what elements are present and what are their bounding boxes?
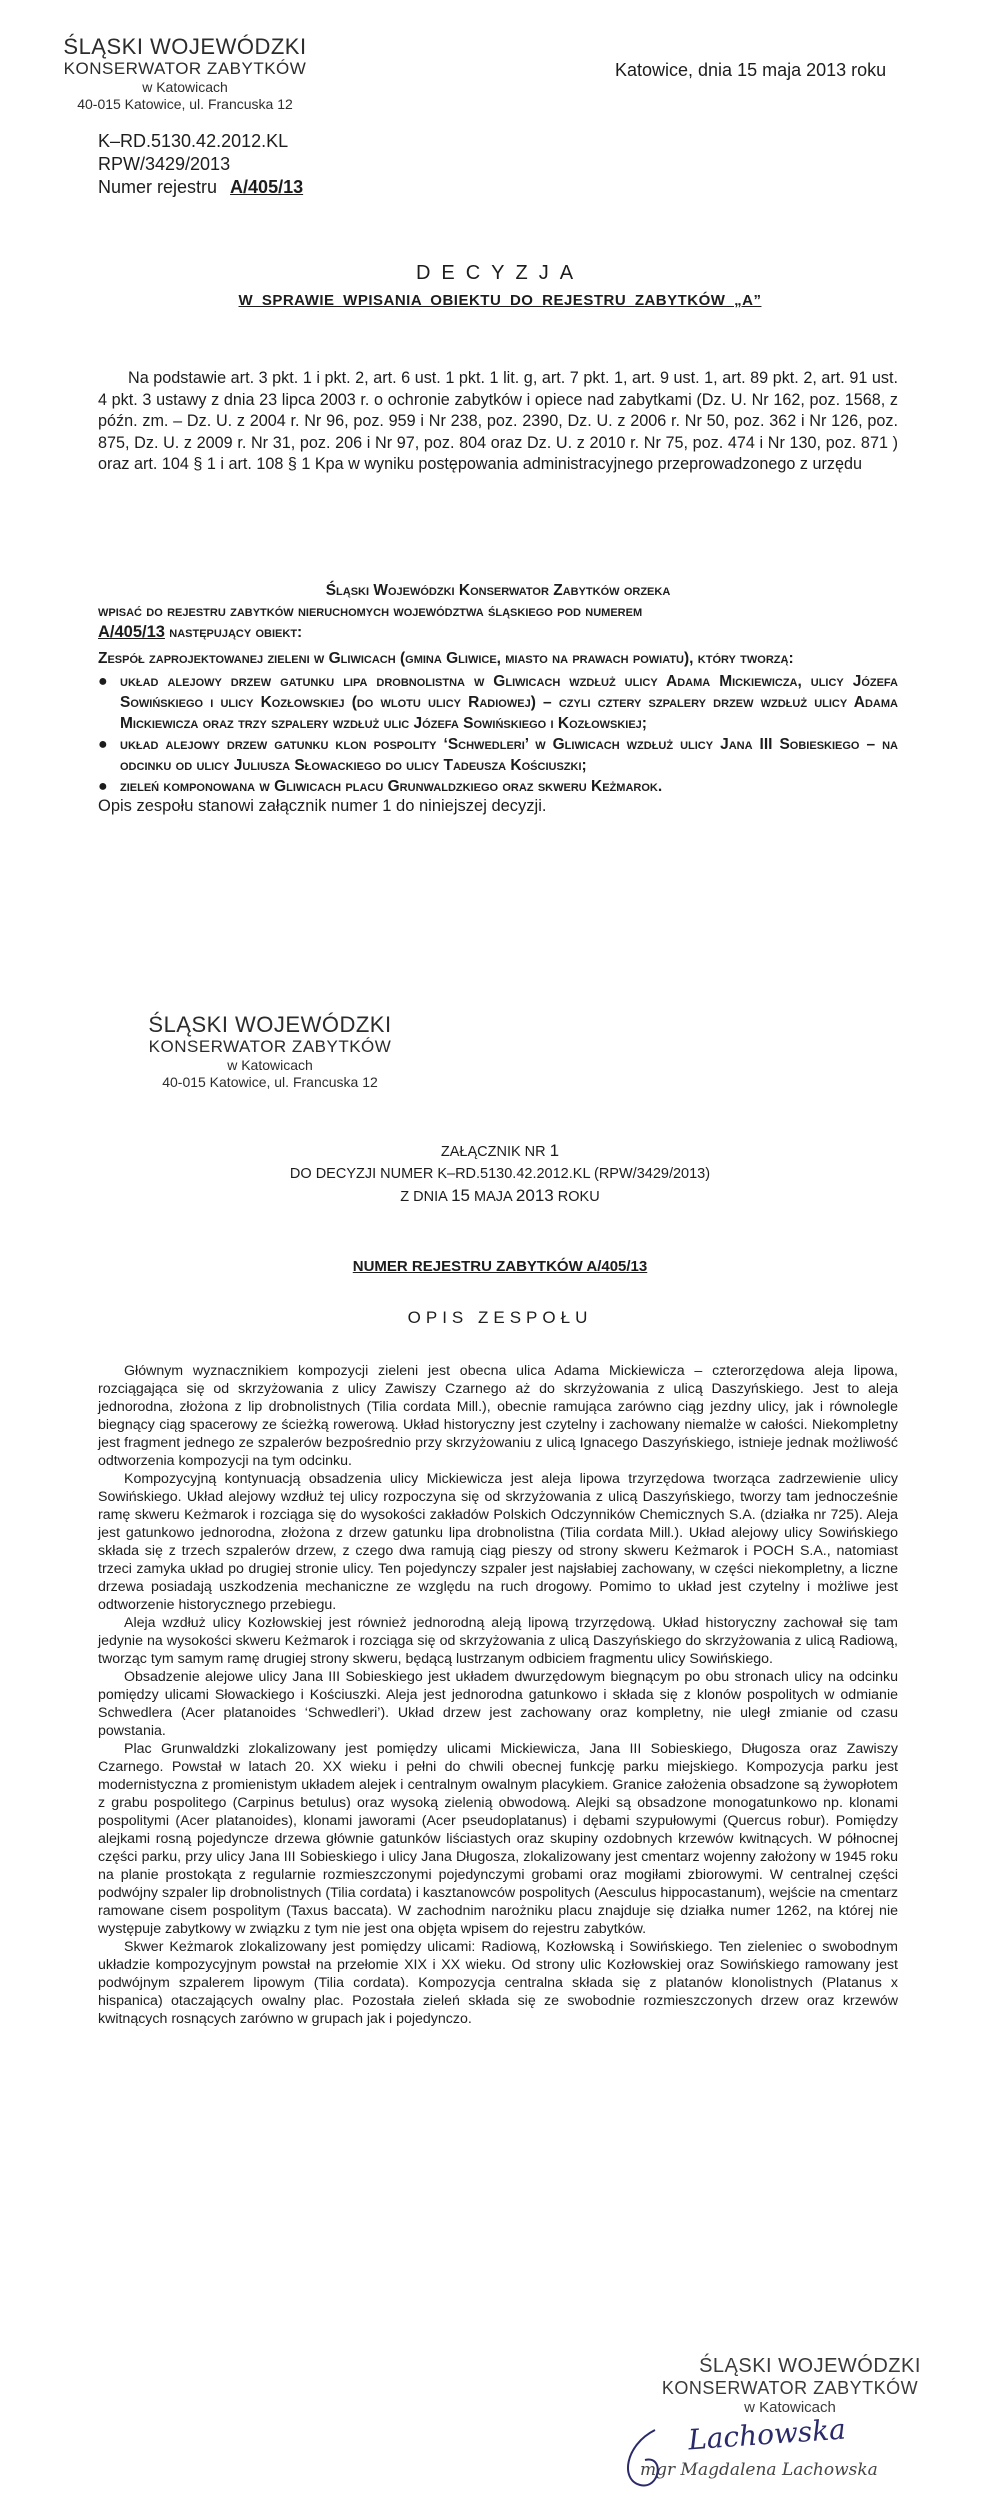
annex-day: 15: [451, 1186, 470, 1205]
annex-line-3: [0, 1185, 1000, 1208]
list-item: [98, 671, 898, 734]
paragraph: Plac Grunwaldzki zlokalizowany jest pomiędzy ulicami Mickiewicza, Jana III Sobieskiego, Długosza oraz Zawiszy Czarnego. Powstał w latach 20. XX wieku i pełni do chwili obecnej funkcję parku miejskiego. Kompozycja parku jest modernistyczna z promienistym układem alejek i centralnym owalnym placykiem. Granice założenia obsadzone są żywopłotem z grabu pospolitego (Carpinus betulus) oraz wysoką zielenią obwodową. Alejki są obsadzone monogatunkowo np. klonami pospolitymi (Acer platanoides), klonami jaworami (Acer pseudoplatanus) i dębami szypułowymi (Quercus robur). Pomiędzy alejkami rosną pojedyncze drzewa głównie gatunków liściastych oraz skupiny ozdobnych krzewów kwitnących. W północnej części parku, przy ulicy Jana III Sobieskiego i ulicy Jana Długosza, zlokalizowany jest cmentarz wojenny założony w 1945 roku na planie prostokąta z regularnie rozmieszczonymi pojedynczymi grobami oraz mogiłami zbiorowymi. W centralnej części podwójny szpaler lip drobnolistnych (Tilia cordata) i kasztanowców pospolitych (Aesculus hippocastanum), wejście na cmentarz ramowane cisem pospolitym (Taxus baccata). W zachodnim narożniku placu znajduje się działka numer 1262, na której nie występuje zabytkowy w związku z tym nie jest ona objęta wpisem do rejestru zabytków.: [98, 1741, 898, 1937]
decision-statement: [98, 580, 898, 643]
paragraph: Aleja wzdłuż ulicy Kozłowskiej jest również jednorodną aleją lipową trzyrzędową. Układ historyczny zachował się tam jedynie na wysokości skweru Keżmarok i rozciąga się od skrzyżowania z ulicą Daszyńskiego do skrzyżowania z ulicą Radiową, tworząc tym samym ramę drugiej strony skweru, będącą lustrzanym odbiciem fragmentu ulicy Sowińskiego.: [98, 1615, 898, 1667]
stamp-line-4: 40-015 Katowice, ul. Francuska 12: [77, 96, 293, 112]
paragraph: Kompozycyjną kontynuacją obsadzenia ulicy Mickiewicza jest aleja lipowa trzyrzędowa tworząca zadrzewienie ulicy Sowińskiego. Układ alejowy wzdłuż tej ulicy rozpoczyna się od skrzyżowania z ulicą Daszyńskiego, tworzy tam jednocześnie ramę skweru Keżmarok i rozciąga się do wysokości zakładów Polskich Odczynników Chemicznych S.A. (działka nr 725). Aleja jest gatunkowo jednorodna, złożona z drzew gatunku lipa drobnolistna (Tilia cordata Mill.). Układ alejowy ulicy Sowińskiego składa się z trzech szpalerów drzew, z czego dwa ramują ciąg pieszy od strony skweru Keżmarok i POCH S.A., natomiast trzeci zamyka układ po drugiej stronie ulicy. Ten pojedynczy szpaler jest najsłabiej zachowany, w części niekompletny, a liczne drzewa posiadają uszkodzenia mechaniczne ze względu na ruch drogowy. Pomimo to układ jest czytelny i możliwe jest odtworzenie historycznego przebiegu.: [98, 1471, 898, 1613]
orzeka-line-3-text: następujący obiekt:: [164, 624, 303, 641]
legal-basis: Na podstawie art. 3 pkt. 1 i pkt. 2, art. 6 ust. 1 pkt. 1 lit. g, art. 7 pkt. 1, art. 9 ust. 1, art. 89 pkt. 2, art. 91 ust. 4 pkt. 3 ustawy z dnia 23 lipca 2003 r. o ochronie zabytków i opiece nad zabytkami (Dz. U. Nr 162, poz. 1568, z późn. zm. – Dz. U. z 2004 r. Nr 96, poz. 959 i Nr 238, poz. 2390, Dz. U. z 2006 r. Nr 50, poz. 362 i Nr 126, poz. 875, Dz. U. z 2009 r. Nr 31, poz. 206 i Nr 97, poz. 804 oraz Dz. U. z 2010 r. Nr 75, poz. 474 i Nr 130, poz. 871 ) oraz art. 104 § 1 i art. 108 § 1 Kpa w wyniku postępowania administracyjnego przeprowadzonego z urzędu: [98, 369, 898, 473]
reference-number: K–RD.5130.42.2012.KL: [98, 131, 289, 151]
object-list: [98, 671, 898, 797]
stamp-line-1: ŚLĄSKI WOJEWÓDZKI: [148, 1012, 392, 1037]
paragraph: Skwer Keżmarok zlokalizowany jest pomiędzy ulicami: Radiową, Kozłowską i Sowińskiego. Ten zieleniec o swobodnym układzie kompozycyjnym powstał na przełomie XIX i XX wieku. Od strony ulic Kozłowskiej oraz Sowińskiego ramowany jest podwójnym szpalerem lipowym (Tilia cordata). Kompozycja centralna składa się z platanów klonolistnych (Platanus x hispanica) otaczających owalny plac. Pozostała zieleń składa się ze swobodnie rozmieszczonych drzew oraz krzewów kwitnących rosnących zarówno w grupach jak i pojedynczo.: [98, 1939, 898, 2027]
rpw-number: RPW/3429/2013: [98, 154, 231, 174]
stamp-line-2: KONSERWATOR ZABYTKÓW: [63, 59, 307, 78]
decision-title: DECYZJA: [415, 262, 585, 284]
sign-stamp-line-1: ŚLĄSKI WOJEWÓDZKI: [699, 2355, 921, 2377]
list-item: [98, 734, 898, 776]
annex-month: MAJA: [474, 1189, 512, 1205]
signature-stamp: [600, 2355, 980, 2416]
sign-stamp-line-3: w Katowicach: [744, 2399, 836, 2416]
reference-block: [98, 130, 303, 199]
signatory-name: mgr Magdalena Lachowska: [640, 2460, 878, 2480]
object-description: [98, 648, 898, 816]
paragraph: Głównym wyznacznikiem kompozycji zieleni jest obecna ulica Adama Mickiewicza – czterorzędowa aleja lipowa, rozciągająca się od skrzyżowania z ulicy Zawiszy Czarnego aż do skrzyżowania z ulicą Daszyńskiego. Jest to aleja jednorodna, złożona z lip drobnolistnych (Tilia cordata Mill.), obecnie ramująca zarówno ciąg jezdny ulicy, jak i równolegle biegnący ciąg spacerowy ze ścieżką rowerową. Układ historyczny jest czytelny i zachowany niemalże w całości. Niekompletny jest fragment jednego ze szpalerów bezpośrednio przy skrzyżowaniu z ulicą Ignacego Daszyńskiego, istnieje jednak możliwość odtworzenia kompozycji na tym odcinku.: [98, 1363, 898, 1469]
annex-date-prefix: Z DNIA: [400, 1189, 448, 1205]
register-line: [98, 176, 303, 199]
orzeka-line-3: [98, 622, 898, 643]
annex-line-2: DO DECYZJI NUMER K–RD.5130.42.2012.KL (RPW/3429/2013): [289, 1166, 711, 1182]
annex-number: 1: [549, 1141, 560, 1160]
list-item-text: zieleń komponowana w Gliwicach placu Grunwaldzkiego oraz skweru Keżmarok.: [120, 778, 663, 795]
annex-body: [98, 1362, 898, 2028]
orzeka-line: Śląski Wojewódzki Konserwator Zabytków orzeka: [325, 582, 671, 599]
annex-header: [0, 1140, 1000, 1208]
register-number: A/405/13: [230, 177, 304, 197]
signature-stroke: [615, 2425, 675, 2495]
bullet-icon: ●: [98, 736, 108, 753]
paragraph: Obsadzenie alejowe ulicy Jana III Sobieskiego jest układem dwurzędowym biegnącym po obu stronach ulicy na odcinku pomiędzy ulicami Słowackiego i Kościuszki. Aleja jest jednorodna gatunkowo i składa się z klonów pospolitych w odmianie Schwedlera (Acer platanoides ‘Schwedleri’). Układ drzew jest zachowany oraz kompletny, nie uległ zmianie od czasu powstania.: [98, 1669, 898, 1739]
handwritten-signature: Lachowska: [687, 2412, 847, 2457]
office-stamp: [40, 35, 330, 113]
annex-date-suffix: ROKU: [557, 1189, 600, 1205]
stamp-line-3: w Katowicach: [142, 79, 228, 95]
sign-stamp-line-2: KONSERWATOR ZABYTKÓW: [661, 2378, 919, 2398]
register-number-inline: A/405/13: [98, 623, 165, 641]
opis-title: OPIS ZESPOŁU: [407, 1308, 593, 1327]
annex-label: ZAŁĄCZNIK NR: [440, 1144, 546, 1160]
bullet-icon: ●: [98, 778, 108, 795]
zespol-heading: Zespół zaprojektowanej zieleni w Gliwicach (gmina Gliwice, miasto na prawach powiatu), który tworzą:: [98, 650, 794, 667]
stamp-line-4: 40-015 Katowice, ul. Francuska 12: [162, 1074, 378, 1090]
stamp-line-3: w Katowicach: [227, 1057, 313, 1073]
stamp-line-1: ŚLĄSKI WOJEWÓDZKI: [63, 34, 307, 59]
date-line: Katowice, dnia 15 maja 2013 roku: [615, 60, 887, 80]
annex-line-1: [0, 1140, 1000, 1163]
bullet-icon: ●: [98, 673, 108, 690]
office-stamp-2: [125, 1013, 415, 1091]
decision-subtitle: W SPRAWIE WPISANIA OBIEKTU DO REJESTRU ZABYTKÓW „A”: [238, 292, 762, 309]
annex-year: 2013: [515, 1186, 554, 1205]
register-title: NUMER REJESTRU ZABYTKÓW A/405/13: [352, 1258, 648, 1275]
annex-note: Opis zespołu stanowi załącznik numer 1 do niniejszej decyzji.: [98, 797, 547, 815]
list-item-text: układ alejowy drzew gatunku klon pospolity ‘Schwedleri’ w Gliwicach wzdłuż ulicy Jana III Sobieskiego – na odcinku od ulicy Juliusza Słowackiego do ulicy Tadeusza Kościuszki;: [120, 736, 898, 774]
list-item: [98, 776, 898, 797]
stamp-line-2: KONSERWATOR ZABYTKÓW: [148, 1037, 392, 1056]
orzeka-line-2: wpisać do rejestru zabytków nieruchomych województwa śląskiego pod numerem: [98, 603, 643, 620]
register-label: Numer rejestru: [98, 177, 218, 197]
list-item-text: układ alejowy drzew gatunku lipa drobnolistna w Gliwicach wzdłuż ulicy Adama Mickiewicza, ulicy Józefa Sowińskiego i ulicy Kozłowskiej (do wlotu ulicy Radiowej) – czyli cztery szpalery drzew wzdłuż ulicy Adama Mickiewicza oraz trzy szpalery wzdłuż ulic Józefa Sowińskiego i Kozłowskiej;: [120, 673, 898, 732]
